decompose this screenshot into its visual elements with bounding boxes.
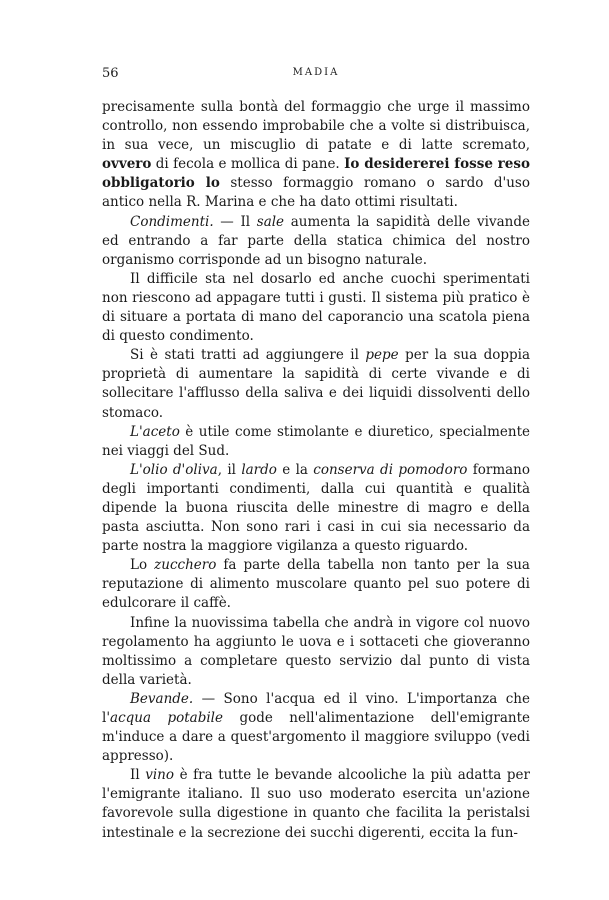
- italic-text-run: acqua potabile: [110, 710, 223, 726]
- italic-text-run: Condimenti.: [130, 213, 214, 230]
- paragraph: [102, 346, 530, 422]
- text-run: fa parte della tabella non tanto per la sua reputazione di alimento muscolare quanto pel suo potere di edulcorare il caffè.: [102, 557, 530, 612]
- text-run: è fra tutte le bevande alcooliche la più adatta per l'emigrante italiano. Il suo uso moderato esercita un'azione favorevole sulla digestione in quanto che facilita la peristalsi intestinale e la secrezione dei succhi digerenti, eccita la fun-: [102, 767, 530, 841]
- text-run: per la sua doppia proprietà di aumentare la sapidità di certe vivande e di sollecitare l'afflusso della saliva e dei liquidi dissolventi dello stomaco.: [102, 347, 530, 421]
- text-run: e la: [276, 461, 314, 478]
- text-run: formano degli importanti condimenti, dalla cui quantità e qualità dipende la buona riuscita delle minestre di magro e della pasta asciutta. Non sono rari i casi in cui sia necessario da parte nostra la maggiore vigilanza a questo riguardo.: [102, 461, 530, 555]
- running-head: MADIA: [292, 67, 340, 78]
- italic-text-run: Bevande.: [130, 690, 194, 707]
- text-run: , il: [217, 461, 242, 478]
- paragraph: [102, 270, 530, 346]
- text-run: aumenta la sapidità delle vivande ed entrando a far parte della statica chimica del nostro organismo corrisponde ad un bisogno naturale.: [102, 213, 530, 268]
- paragraph: [102, 423, 530, 461]
- italic-text-run: conserva di pomodoro: [313, 461, 468, 478]
- paragraph: [102, 461, 530, 556]
- bold-text-run: Io desidererei fosse reso obbligatorio lo: [102, 156, 530, 192]
- text-run: gode nell'alimentazione dell'emigrante m'induce a dare a quest'argomento il maggiore sviluppo (vedi appresso).: [102, 710, 531, 765]
- page-number: 56: [102, 66, 119, 81]
- italic-text-run: L'aceto: [130, 423, 180, 440]
- text-run: — Sono l'acqua ed il vino. L'importanza che l': [102, 690, 530, 726]
- paragraph: [102, 766, 530, 842]
- text-run: Infine la nuovissima tabella che andrà in vigore col nuovo regolamento ha aggiunto le uova e i sottaceti che gioveranno moltissimo a completare questo servizio dal punto di vista della varietà.: [102, 614, 530, 688]
- italic-text-run: lardo: [241, 461, 277, 478]
- text-run: stesso formaggio romano o sardo d'uso antico nella R. Marina e che ha dato ottimi risultati.: [102, 175, 530, 211]
- italic-text-run: L'olio d'oliva: [130, 461, 218, 478]
- text-run: Il difficile sta nel dosarlo ed anche cuochi sperimentati non riescono ad appagare tutti i gusti. Il sistema più pratico è di situare a portata di mano del caporancio una scatola piena di questo condimento.: [102, 270, 530, 345]
- text-run: Si è stati tratti ad aggiungere il: [130, 347, 366, 364]
- text-run: Il: [130, 767, 146, 784]
- paragraph: [102, 213, 530, 270]
- paragraph: [102, 690, 530, 766]
- body-text: [102, 98, 530, 843]
- text-run: Lo: [130, 557, 155, 574]
- italic-text-run: zucchero: [154, 557, 217, 574]
- italic-text-run: vino: [145, 767, 175, 784]
- text-run: è utile come stimolante e diuretico, specialmente nei viaggi del Sud.: [102, 423, 530, 459]
- paragraph: [102, 98, 530, 213]
- paragraph: [102, 614, 530, 690]
- text-run: precisamente sulla bontà del formaggio che urge il massimo controllo, non essendo improbabile che a volte si distribuisca, in sua vece, un miscuglio di patate e di latte scremato,: [102, 99, 530, 154]
- paragraph: [102, 556, 530, 613]
- bold-text-run: ovvero: [102, 156, 152, 173]
- text-run: — Il: [213, 213, 257, 230]
- text-run: di fecola e mollica di pane.: [151, 156, 345, 173]
- italic-text-run: sale: [256, 213, 285, 230]
- page-header: [102, 66, 530, 84]
- italic-text-run: pepe: [365, 347, 399, 364]
